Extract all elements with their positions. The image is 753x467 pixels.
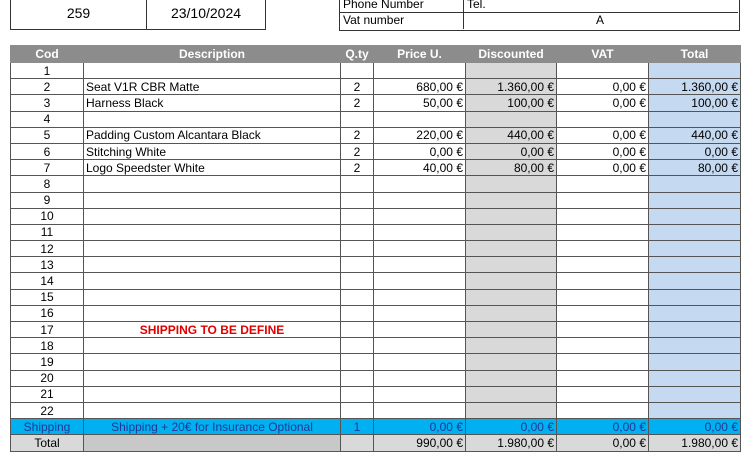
row-qty[interactable]	[341, 241, 374, 257]
row-price[interactable]	[374, 111, 466, 127]
row-vat	[557, 370, 649, 386]
row-qty[interactable]: 2	[341, 79, 374, 95]
row-total	[649, 305, 741, 321]
row-vat	[557, 289, 649, 305]
row-description[interactable]	[84, 354, 341, 370]
row-qty[interactable]	[341, 354, 374, 370]
row-price[interactable]	[374, 192, 466, 208]
row-vat	[557, 402, 649, 418]
row-price[interactable]: 220,00 €	[374, 127, 466, 143]
table-row	[11, 95, 741, 111]
row-vat	[557, 63, 649, 79]
row-total	[649, 273, 741, 289]
row-description[interactable]	[84, 192, 341, 208]
row-qty[interactable]	[341, 63, 374, 79]
row-description[interactable]: Logo Speedster White	[84, 160, 341, 176]
totals-discounted: 1.980,00 €	[466, 435, 557, 451]
row-vat	[557, 305, 649, 321]
row-price[interactable]	[374, 289, 466, 305]
row-description[interactable]	[84, 257, 341, 273]
row-discounted	[466, 224, 557, 240]
row-discounted: 80,00 €	[466, 160, 557, 176]
totals-description	[84, 435, 341, 451]
row-discounted	[466, 305, 557, 321]
row-price[interactable]	[374, 63, 466, 79]
row-discounted	[466, 354, 557, 370]
row-price[interactable]	[374, 208, 466, 224]
row-description[interactable]: Padding Custom Alcantara Black	[84, 127, 341, 143]
invoice-table	[10, 45, 741, 452]
row-discounted: 440,00 €	[466, 127, 557, 143]
row-price[interactable]	[374, 386, 466, 402]
row-vat	[557, 111, 649, 127]
row-price[interactable]: 40,00 €	[374, 160, 466, 176]
row-qty[interactable]	[341, 402, 374, 418]
row-price[interactable]	[374, 257, 466, 273]
row-qty[interactable]: 2	[341, 160, 374, 176]
row-cod: 7	[11, 160, 84, 176]
row-qty[interactable]	[341, 338, 374, 354]
row-qty[interactable]	[341, 370, 374, 386]
row-price[interactable]	[374, 176, 466, 192]
table-row	[11, 63, 741, 79]
row-discounted	[466, 322, 557, 338]
table-row	[11, 273, 741, 289]
row-discounted	[466, 63, 557, 79]
row-total	[649, 338, 741, 354]
row-vat	[557, 257, 649, 273]
row-vat	[557, 273, 649, 289]
column-header-vat: VAT	[557, 46, 649, 63]
shipping-price: 0,00 €	[374, 419, 466, 435]
phone-label: Phone Number	[343, 0, 424, 11]
row-price[interactable]	[374, 273, 466, 289]
row-cod: 19	[11, 354, 84, 370]
row-total	[649, 322, 741, 338]
row-cod: 10	[11, 208, 84, 224]
column-header-price: Price U.	[374, 46, 466, 63]
vat-number-value: A	[595, 13, 604, 27]
row-total: 0,00 €	[649, 143, 741, 159]
row-qty[interactable]	[341, 111, 374, 127]
row-cod: 14	[11, 273, 84, 289]
row-discounted	[466, 208, 557, 224]
row-vat: 0,00 €	[557, 127, 649, 143]
row-description[interactable]	[84, 386, 341, 402]
row-price[interactable]	[374, 402, 466, 418]
row-vat	[557, 241, 649, 257]
row-description[interactable]	[84, 176, 341, 192]
row-description[interactable]	[84, 224, 341, 240]
row-vat	[557, 192, 649, 208]
row-qty[interactable]	[341, 289, 374, 305]
shipping-discounted: 0,00 €	[466, 419, 557, 435]
row-vat: 0,00 €	[557, 79, 649, 95]
row-price[interactable]	[374, 322, 466, 338]
row-price[interactable]	[374, 354, 466, 370]
shipping-row	[11, 419, 741, 435]
document-number: 259	[10, 0, 147, 30]
table-row	[11, 257, 741, 273]
row-vat	[557, 354, 649, 370]
row-vat	[557, 386, 649, 402]
row-qty[interactable]	[341, 257, 374, 273]
column-header-description: Description	[84, 46, 341, 63]
table-row	[11, 79, 741, 95]
row-description[interactable]	[84, 370, 341, 386]
row-discounted: 1.360,00 €	[466, 79, 557, 95]
row-discounted	[466, 257, 557, 273]
shipping-total: 0,00 €	[649, 419, 741, 435]
row-total	[649, 289, 741, 305]
table-row	[11, 127, 741, 143]
table-row	[11, 192, 741, 208]
row-total	[649, 257, 741, 273]
row-price[interactable]	[374, 305, 466, 321]
shipping-qty[interactable]: 1	[341, 419, 374, 435]
row-cod: 6	[11, 143, 84, 159]
table-row	[11, 241, 741, 257]
totals-vat: 0,00 €	[557, 435, 649, 451]
row-cod: 1	[11, 63, 84, 79]
row-qty[interactable]	[341, 208, 374, 224]
row-vat: 0,00 €	[557, 95, 649, 111]
table-row	[11, 289, 741, 305]
row-description[interactable]	[84, 111, 341, 127]
row-price[interactable]	[374, 241, 466, 257]
table-row	[11, 338, 741, 354]
row-total	[649, 241, 741, 257]
row-total	[649, 208, 741, 224]
row-cod: 17	[11, 322, 84, 338]
column-header-qty: Q.ty	[341, 46, 374, 63]
row-total	[649, 354, 741, 370]
row-description[interactable]	[84, 273, 341, 289]
row-total	[649, 176, 741, 192]
table-row	[11, 208, 741, 224]
totals-qty	[341, 435, 374, 451]
row-cod: 4	[11, 111, 84, 127]
row-vat	[557, 322, 649, 338]
shipping-cod: Shipping	[11, 419, 84, 435]
row-qty[interactable]: 2	[341, 95, 374, 111]
row-price[interactable]: 0,00 €	[374, 143, 466, 159]
row-discounted	[466, 241, 557, 257]
row-discounted	[466, 176, 557, 192]
row-description[interactable]	[84, 402, 341, 418]
phone-value: Tel.	[467, 0, 486, 11]
document-date: 23/10/2024	[146, 0, 266, 30]
row-description[interactable]	[84, 63, 341, 79]
table-row	[11, 402, 741, 418]
row-total	[649, 111, 741, 127]
table-row	[11, 305, 741, 321]
row-discounted	[466, 338, 557, 354]
row-cod: 9	[11, 192, 84, 208]
row-total	[649, 402, 741, 418]
row-price[interactable]	[374, 338, 466, 354]
row-total	[649, 224, 741, 240]
row-cod: 11	[11, 224, 84, 240]
row-cod: 8	[11, 176, 84, 192]
column-header-discounted: Discounted	[466, 46, 557, 63]
row-discounted	[466, 370, 557, 386]
row-description[interactable]: Stitching White	[84, 143, 341, 159]
vat-number-label: Vat number	[343, 13, 405, 27]
column-header-cod: Cod	[11, 46, 84, 63]
row-discounted	[466, 289, 557, 305]
table-row	[11, 354, 741, 370]
table-row	[11, 176, 741, 192]
row-description[interactable]	[84, 305, 341, 321]
row-qty[interactable]	[341, 176, 374, 192]
row-price[interactable]	[374, 224, 466, 240]
row-cod: 21	[11, 386, 84, 402]
column-header-total: Total	[649, 46, 741, 63]
totals-price: 990,00 €	[374, 435, 466, 451]
row-vat: 0,00 €	[557, 143, 649, 159]
row-total: 440,00 €	[649, 127, 741, 143]
table-row	[11, 224, 741, 240]
row-vat	[557, 338, 649, 354]
row-cod: 22	[11, 402, 84, 418]
row-qty[interactable]	[341, 224, 374, 240]
row-cod: 2	[11, 79, 84, 95]
client-info-box	[339, 0, 740, 31]
row-cod: 5	[11, 127, 84, 143]
row-qty[interactable]: 2	[341, 127, 374, 143]
row-vat	[557, 176, 649, 192]
row-price[interactable]: 50,00 €	[374, 95, 466, 111]
row-cod: 15	[11, 289, 84, 305]
row-qty[interactable]	[341, 305, 374, 321]
table-row	[11, 386, 741, 402]
shipping-description[interactable]: Shipping + 20€ for Insurance Optional	[84, 419, 341, 435]
row-qty[interactable]: 2	[341, 143, 374, 159]
row-qty[interactable]	[341, 322, 374, 338]
row-discounted	[466, 402, 557, 418]
row-discounted	[466, 192, 557, 208]
row-vat: 0,00 €	[557, 160, 649, 176]
row-total	[649, 370, 741, 386]
row-discounted	[466, 111, 557, 127]
table-row	[11, 370, 741, 386]
row-total	[649, 386, 741, 402]
row-total: 100,00 €	[649, 95, 741, 111]
row-cod: 13	[11, 257, 84, 273]
row-qty[interactable]	[341, 273, 374, 289]
row-description[interactable]: Seat V1R CBR Matte	[84, 79, 341, 95]
row-vat	[557, 224, 649, 240]
table-row	[11, 143, 741, 159]
row-total	[649, 192, 741, 208]
row-description[interactable]	[84, 289, 341, 305]
totals-total: 1.980,00 €	[649, 435, 741, 451]
row-description[interactable]	[84, 241, 341, 257]
shipping-note[interactable]: SHIPPING TO BE DEFINE	[84, 322, 341, 338]
row-total	[649, 63, 741, 79]
row-description[interactable]: Harness Black	[84, 95, 341, 111]
row-discounted	[466, 273, 557, 289]
table-row	[11, 111, 741, 127]
row-qty[interactable]	[341, 386, 374, 402]
table-header-row	[11, 46, 741, 63]
row-total: 1.360,00 €	[649, 79, 741, 95]
totals-label: Total	[11, 435, 84, 451]
table-row	[11, 160, 741, 176]
row-qty[interactable]	[341, 192, 374, 208]
row-total: 80,00 €	[649, 160, 741, 176]
row-discounted: 0,00 €	[466, 143, 557, 159]
row-discounted: 100,00 €	[466, 95, 557, 111]
row-cod: 3	[11, 95, 84, 111]
row-vat	[557, 208, 649, 224]
row-description[interactable]	[84, 208, 341, 224]
row-cod: 16	[11, 305, 84, 321]
row-cod: 20	[11, 370, 84, 386]
row-description[interactable]	[84, 338, 341, 354]
row-cod: 18	[11, 338, 84, 354]
row-price[interactable]: 680,00 €	[374, 79, 466, 95]
shipping-vat: 0,00 €	[557, 419, 649, 435]
row-cod: 12	[11, 241, 84, 257]
row-discounted	[466, 386, 557, 402]
totals-row	[11, 435, 741, 451]
table-row	[11, 322, 741, 338]
row-price[interactable]	[374, 370, 466, 386]
